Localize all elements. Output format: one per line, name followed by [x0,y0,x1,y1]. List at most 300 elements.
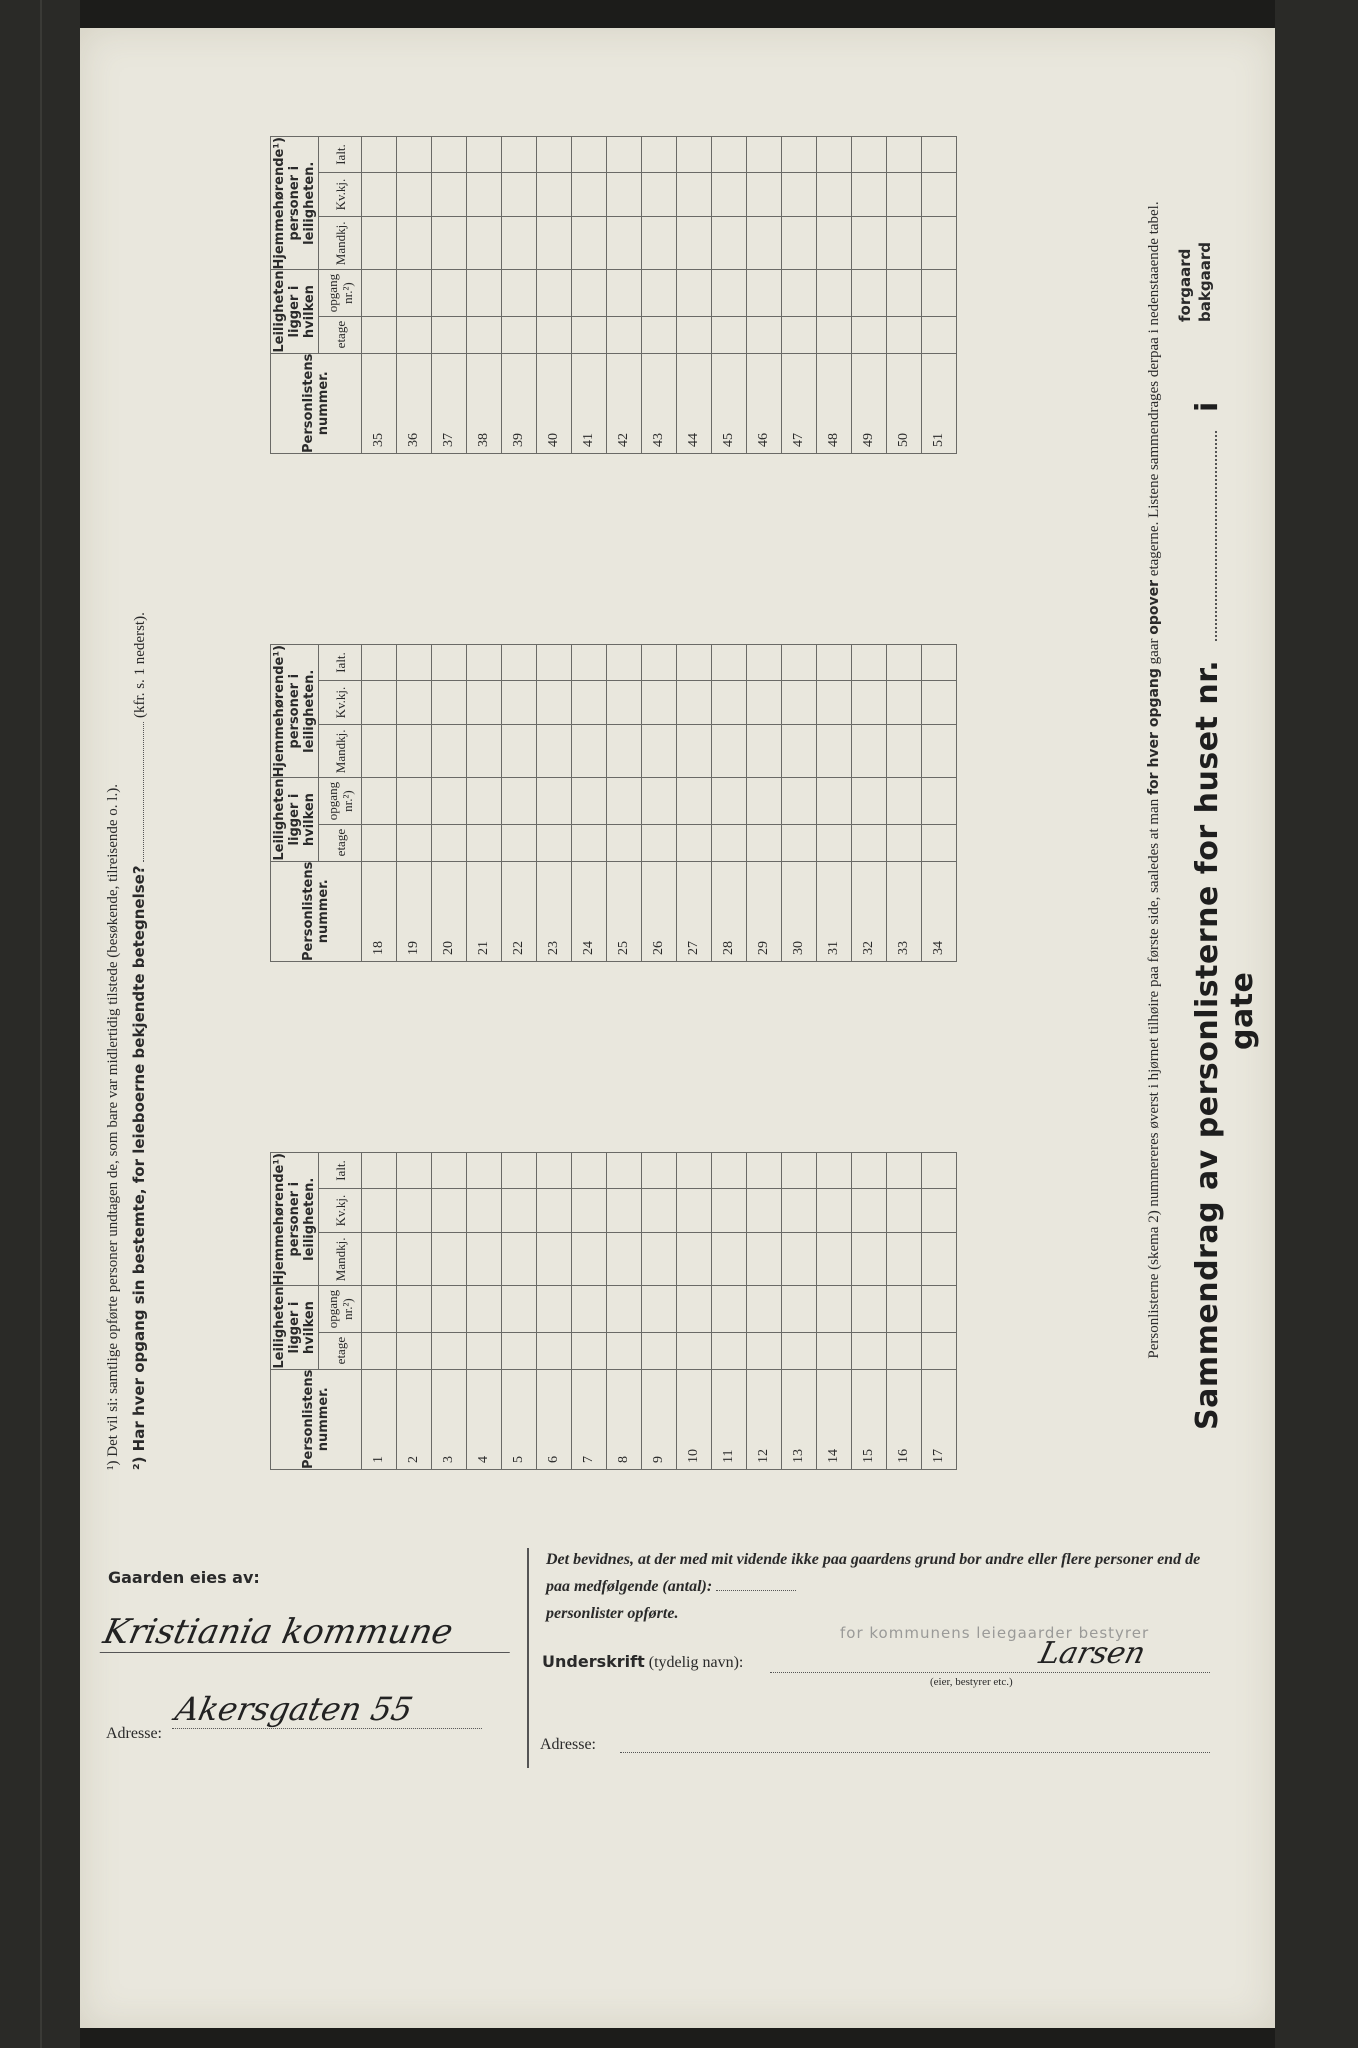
table-cell[interactable] [642,172,677,216]
table-cell[interactable] [467,778,502,824]
table-cell[interactable] [572,1233,607,1286]
table-cell[interactable] [747,316,782,353]
table-cell[interactable] [712,725,747,778]
table-cell[interactable] [537,1188,572,1232]
table-cell[interactable] [432,172,467,216]
table-cell[interactable] [922,316,957,353]
table-cell[interactable] [852,217,887,270]
table-cell[interactable] [852,778,887,824]
table-cell[interactable] [782,172,817,216]
table-cell[interactable] [887,645,922,681]
table-cell[interactable] [362,645,397,681]
table-cell[interactable] [362,778,397,824]
table-cell[interactable] [677,824,712,861]
table-cell[interactable] [502,725,537,778]
table-cell[interactable] [677,1286,712,1332]
table-cell[interactable] [712,1286,747,1332]
table-row [887,137,922,454]
table-cell[interactable] [502,680,537,724]
table-cell[interactable] [782,1153,817,1189]
table-cell[interactable] [362,680,397,724]
table-cell[interactable] [642,725,677,778]
table-cell[interactable] [537,316,572,353]
table-cell[interactable] [712,172,747,216]
table-cell[interactable] [572,270,607,316]
table-cell[interactable] [887,1332,922,1369]
table-cell[interactable] [642,778,677,824]
table-row [922,645,957,962]
table-row [537,645,572,962]
table-cell[interactable] [712,645,747,681]
table-cell[interactable] [467,680,502,724]
table-cell[interactable] [782,316,817,353]
table-cell[interactable] [922,1286,957,1332]
table-cell[interactable] [852,824,887,861]
table-cell[interactable] [397,1286,432,1332]
table-cell[interactable] [432,1286,467,1332]
table-cell[interactable] [852,172,887,216]
table-cell[interactable] [922,725,957,778]
table-cell[interactable] [817,778,852,824]
table-cell[interactable] [642,1233,677,1286]
table-cell[interactable] [887,680,922,724]
table-cell[interactable] [397,217,432,270]
table-cell[interactable] [642,1188,677,1232]
table-cell[interactable] [607,1188,642,1232]
table-cell[interactable] [537,137,572,173]
table-cell[interactable] [467,1233,502,1286]
table-cell[interactable] [467,137,502,173]
table-cell[interactable] [467,1332,502,1369]
table-cell[interactable] [537,1153,572,1189]
table-cell[interactable] [397,1188,432,1232]
table-cell[interactable] [782,645,817,681]
table-cell[interactable] [712,316,747,353]
table-cell[interactable] [747,1153,782,1189]
table-row [432,1153,467,1470]
table-cell[interactable] [747,680,782,724]
table-cell[interactable] [502,1233,537,1286]
table-cell[interactable] [852,137,887,173]
table-cell[interactable] [607,1233,642,1286]
table-row [467,1153,502,1470]
table-cell[interactable] [852,1233,887,1286]
table-cell[interactable] [362,725,397,778]
table-cell[interactable] [397,270,432,316]
table-cell[interactable] [852,1188,887,1232]
table-cell[interactable] [712,824,747,861]
table-row [432,137,467,454]
table-cell[interactable] [432,680,467,724]
table-cell[interactable] [397,645,432,681]
table-cell[interactable] [887,725,922,778]
table-cell[interactable] [537,778,572,824]
table-cell[interactable] [922,1188,957,1232]
table-cell[interactable] [502,1286,537,1332]
table-cell[interactable] [747,645,782,681]
row-number: 8 [607,1369,642,1469]
table-cell[interactable] [817,725,852,778]
table-cell[interactable] [502,1153,537,1189]
table-row [362,645,397,962]
row-number: 2 [397,1369,432,1469]
table-cell[interactable] [747,1188,782,1232]
table-cell[interactable] [852,1286,887,1332]
table-cell[interactable] [432,1332,467,1369]
table-cell[interactable] [817,1286,852,1332]
table-cell[interactable] [712,1332,747,1369]
table-cell[interactable] [572,725,607,778]
table-cell[interactable] [572,1286,607,1332]
table-cell[interactable] [467,725,502,778]
table-cell[interactable] [782,725,817,778]
table-cell[interactable] [362,1332,397,1369]
table-cell[interactable] [572,137,607,173]
table-cell[interactable] [432,778,467,824]
table-cell[interactable] [362,137,397,173]
table-cell[interactable] [747,824,782,861]
table-cell[interactable] [887,217,922,270]
table-cell[interactable] [642,824,677,861]
table-row [782,137,817,454]
table-cell[interactable] [607,217,642,270]
table-cell[interactable] [922,270,957,316]
table-cell[interactable] [432,137,467,173]
table-cell[interactable] [467,824,502,861]
table-cell[interactable] [887,172,922,216]
table-cell[interactable] [607,778,642,824]
table-cell[interactable] [537,680,572,724]
table-cell[interactable] [782,217,817,270]
table-cell[interactable] [852,270,887,316]
table-cell[interactable] [607,270,642,316]
table-cell[interactable] [467,270,502,316]
table-cell[interactable] [362,316,397,353]
table-cell[interactable] [397,725,432,778]
table-row [537,1153,572,1470]
table-cell[interactable] [572,1153,607,1189]
table-cell[interactable] [887,1188,922,1232]
table-cell[interactable] [642,137,677,173]
table-cell[interactable] [502,270,537,316]
table-cell[interactable] [607,824,642,861]
table-cell[interactable] [922,172,957,216]
table-cell[interactable] [397,316,432,353]
table-cell[interactable] [677,778,712,824]
table-cell[interactable] [782,1286,817,1332]
table-cell[interactable] [467,645,502,681]
table-cell[interactable] [537,1233,572,1286]
section-divider [527,1548,529,1768]
table-cell[interactable] [677,680,712,724]
table-cell[interactable] [642,1332,677,1369]
table-cell[interactable] [642,270,677,316]
table-cell[interactable] [607,316,642,353]
table-cell[interactable] [537,270,572,316]
table-cell[interactable] [922,824,957,861]
table-cell[interactable] [852,316,887,353]
table-cell[interactable] [782,137,817,173]
table-cell[interactable] [817,270,852,316]
table-cell[interactable] [572,680,607,724]
table-cell[interactable] [922,645,957,681]
table-cell[interactable] [572,316,607,353]
table-cell[interactable] [432,270,467,316]
header-ialt: Ialt. [319,645,362,681]
owner-address-label: Adresse: [106,1725,162,1742]
table-cell[interactable] [817,1332,852,1369]
table-cell[interactable] [922,217,957,270]
table-cell[interactable] [467,217,502,270]
table-cell[interactable] [817,824,852,861]
table-cell[interactable] [607,1153,642,1189]
table-cell[interactable] [432,316,467,353]
table-cell[interactable] [782,1332,817,1369]
table-cell[interactable] [397,680,432,724]
table-cell[interactable] [852,645,887,681]
row-number: 20 [432,861,467,961]
row-number: 43 [642,353,677,453]
table-cell[interactable] [362,1233,397,1286]
table-row [677,1153,712,1470]
table-cell[interactable] [397,778,432,824]
table-cell[interactable] [817,316,852,353]
table-cell[interactable] [572,778,607,824]
table-cell[interactable] [502,316,537,353]
table-cell[interactable] [642,645,677,681]
table-cell[interactable] [677,1153,712,1189]
table-row [572,645,607,962]
table-cell[interactable] [467,1153,502,1189]
row-number: 48 [817,353,852,453]
table-cell[interactable] [922,137,957,173]
table-cell[interactable] [502,172,537,216]
table-block-grid [270,644,957,962]
table-cell[interactable] [922,1233,957,1286]
table-cell[interactable] [642,1153,677,1189]
table-cell[interactable] [607,680,642,724]
owner-value[interactable]: Kristiania kommune [100,1612,519,1653]
certifier-address-line[interactable] [620,1752,1210,1753]
table-cell[interactable] [397,1233,432,1286]
table-row [852,1153,887,1470]
table-cell[interactable] [817,1233,852,1286]
header-hjemmehorende: Hjemmehørende¹) personer i leiligheten. [272,137,317,270]
row-number: 38 [467,353,502,453]
owner-address-value[interactable]: Akersgaten 55 [172,1690,490,1729]
table-cell[interactable] [362,270,397,316]
table-cell[interactable] [887,270,922,316]
table-cell[interactable] [782,270,817,316]
table-cell[interactable] [607,725,642,778]
table-cell[interactable] [712,1153,747,1189]
table-cell[interactable] [747,725,782,778]
table-cell[interactable] [677,137,712,173]
table-cell[interactable] [397,1332,432,1369]
table-cell[interactable] [677,1233,712,1286]
table-cell[interactable] [817,217,852,270]
table-cell[interactable] [537,1286,572,1332]
table-cell[interactable] [747,1332,782,1369]
table-cell[interactable] [467,1286,502,1332]
table-cell[interactable] [432,1153,467,1189]
table-cell[interactable] [782,1233,817,1286]
row-number: 16 [887,1369,922,1469]
signature-line[interactable] [770,1672,1210,1673]
table-cell[interactable] [747,778,782,824]
table-cell[interactable] [572,1188,607,1232]
header-etage: etage [319,316,362,353]
table-row [712,1153,747,1470]
table-cell[interactable] [397,824,432,861]
table-cell[interactable] [677,172,712,216]
table-cell[interactable] [502,1332,537,1369]
table-cell[interactable] [712,1233,747,1286]
table-cell[interactable] [922,778,957,824]
table-cell[interactable] [642,316,677,353]
table-cell[interactable] [397,172,432,216]
table-row [747,137,782,454]
table-cell[interactable] [362,1188,397,1232]
table-cell[interactable] [432,1188,467,1232]
table-cell[interactable] [607,1332,642,1369]
table-cell[interactable] [607,172,642,216]
house-number-field[interactable] [1197,431,1217,641]
table-cell[interactable] [432,824,467,861]
table-cell[interactable] [887,137,922,173]
table-cell[interactable] [362,1286,397,1332]
table-cell[interactable] [852,725,887,778]
table-cell[interactable] [782,1188,817,1232]
table-cell[interactable] [362,172,397,216]
table-cell[interactable] [537,172,572,216]
table-cell[interactable] [642,680,677,724]
row-number: 12 [747,1369,782,1469]
table-cell[interactable] [887,1153,922,1189]
row-number: 39 [502,353,537,453]
table-cell[interactable] [432,645,467,681]
table-cell[interactable] [677,645,712,681]
table-cell[interactable] [712,778,747,824]
title-gate: gate [1225,971,1260,1050]
table-cell[interactable] [432,1233,467,1286]
table-cell[interactable] [642,217,677,270]
table-cell[interactable] [607,1286,642,1332]
table-cell[interactable] [712,270,747,316]
table-cell[interactable] [572,172,607,216]
table-cell[interactable] [677,725,712,778]
header-ialt: Ialt. [319,137,362,173]
table-cell[interactable] [502,645,537,681]
table-cell[interactable] [502,824,537,861]
table-cell[interactable] [362,824,397,861]
table-cell[interactable] [572,824,607,861]
table-cell[interactable] [887,824,922,861]
row-number: 9 [642,1369,677,1469]
row-number: 47 [782,353,817,453]
table-cell[interactable] [817,137,852,173]
table-cell[interactable] [887,316,922,353]
table-cell[interactable] [782,778,817,824]
table-block [270,644,957,962]
table-cell[interactable] [537,217,572,270]
table-cell[interactable] [887,1233,922,1286]
table-cell[interactable] [642,1286,677,1332]
table-cell[interactable] [922,1332,957,1369]
table-cell[interactable] [852,1332,887,1369]
table-cell[interactable] [747,1286,782,1332]
table-cell[interactable] [502,778,537,824]
table-cell[interactable] [887,778,922,824]
table-cell[interactable] [607,137,642,173]
table-cell[interactable] [852,680,887,724]
table-cell[interactable] [572,217,607,270]
table-cell[interactable] [572,645,607,681]
table-cell[interactable] [537,725,572,778]
table-cell[interactable] [817,172,852,216]
table-cell[interactable] [397,1153,432,1189]
header-opgang: opgang nr.²) [319,778,362,824]
table-cell[interactable] [677,316,712,353]
table-cell[interactable] [747,137,782,173]
table-cell[interactable] [432,725,467,778]
table-cell[interactable] [712,217,747,270]
table-cell[interactable] [432,217,467,270]
table-cell[interactable] [712,680,747,724]
table-cell[interactable] [747,217,782,270]
table-cell[interactable] [677,217,712,270]
table-cell[interactable] [677,270,712,316]
table-row [467,645,502,962]
table-cell[interactable] [852,1153,887,1189]
table-cell[interactable] [467,1188,502,1232]
header-hjemmehorende: Hjemmehørende¹) personer i leiligheten. [272,1153,317,1286]
table-cell[interactable] [362,217,397,270]
table-cell[interactable] [782,680,817,724]
table-cell[interactable] [817,1153,852,1189]
table-cell[interactable] [467,172,502,216]
table-cell[interactable] [922,680,957,724]
table-cell[interactable] [502,137,537,173]
row-number: 14 [817,1369,852,1469]
table-cell[interactable] [677,1332,712,1369]
table-cell[interactable] [572,1332,607,1369]
table-cell[interactable] [712,137,747,173]
table-cell[interactable] [887,1286,922,1332]
table-cell[interactable] [537,645,572,681]
table-cell[interactable] [747,270,782,316]
table-cell[interactable] [747,1233,782,1286]
table-cell[interactable] [502,1188,537,1232]
table-cell[interactable] [362,1153,397,1189]
table-cell[interactable] [747,172,782,216]
table-cell[interactable] [467,316,502,353]
table-cell[interactable] [817,680,852,724]
table-row [537,137,572,454]
table-cell[interactable] [537,1332,572,1369]
table-cell[interactable] [922,1153,957,1189]
table-cell[interactable] [817,645,852,681]
table-cell[interactable] [397,137,432,173]
table-cell[interactable] [607,645,642,681]
table-cell[interactable] [502,217,537,270]
table-cell[interactable] [817,1188,852,1232]
table-cell[interactable] [712,1188,747,1232]
table-cell[interactable] [677,1188,712,1232]
table-cell[interactable] [537,824,572,861]
header-opgang: opgang nr.²) [319,270,362,316]
table-cell[interactable] [782,824,817,861]
